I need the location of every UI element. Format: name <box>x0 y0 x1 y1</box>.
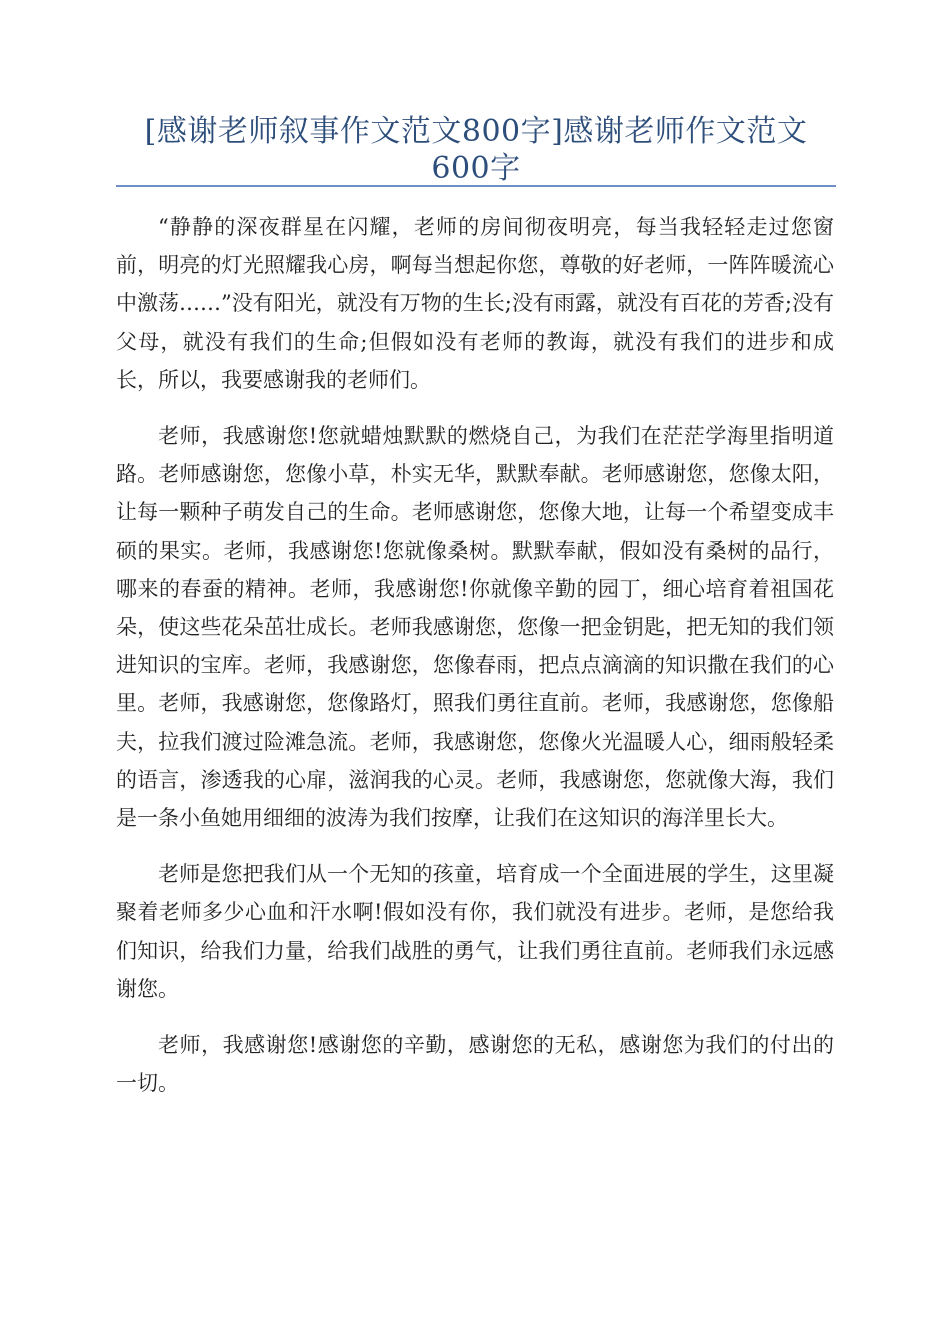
paragraph-3: 老师是您把我们从一个无知的孩童，培育成一个全面进展的学生，这里凝聚着老师多少心血和汗水啊!假如没有你，我们就没有进步。老师，是您给我们知识，给我们力量，给我们战胜的勇气，让我们勇往直前。老师我们永远感谢您。 <box>116 862 834 1001</box>
document-title: [感谢老师叙事作文范文800字]感谢老师作文范文600字 <box>144 114 808 186</box>
title-divider <box>116 185 836 187</box>
paragraph-1: “静静的深夜群星在闪耀，老师的房间彻夜明亮，每当我轻轻走过您窗前，明亮的灯光照耀我心房，啊每当想起你您，尊敬的好老师，一阵阵暖流心中激荡……”没有阳光，就没有万物的生长;没有雨露，就没有百花的芳香;没有父母，就没有我们的生命;但假如没有老师的教诲，就没有我们的进步和成长，所以，我要感谢我的老师们。 <box>116 215 834 392</box>
document-body <box>116 208 834 1120</box>
paragraph-4: 老师，我感谢您!感谢您的辛勤，感谢您的无私，感谢您为我们的付出的一切。 <box>116 1033 834 1096</box>
paragraph-2: 老师，我感谢您!您就蜡烛默默的燃烧自己，为我们在茫茫学海里指明道路。老师感谢您，您像小草，朴实无华，默默奉献。老师感谢您，您像太阳，让每一颗种子萌发自己的生命。老师感谢您，您像大地，让每一个希望变成丰硕的果实。老师，我感谢您!您就像桑树。默默奉献，假如没有桑树的品行，哪来的春蚕的精神。老师，我感谢您!你就像辛勤的园丁，细心培育着祖国花朵，使这些花朵茁壮成长。老师我感谢您，您像一把金钥匙，把无知的我们领进知识的宝库。老师，我感谢您，您像春雨，把点点滴滴的知识撒在我们的心里。老师，我感谢您，您像路灯，照我们勇往直前。老师，我感谢您，您像船夫，拉我们渡过险滩急流。老师，我感谢您，您像火光温暖人心，细雨般轻柔的语言，渗透我的心扉，滋润我的心灵。老师，我感谢您，您就像大海，我们是一条小鱼她用细细的波涛为我们按摩，让我们在这知识的海洋里长大。 <box>116 424 834 831</box>
